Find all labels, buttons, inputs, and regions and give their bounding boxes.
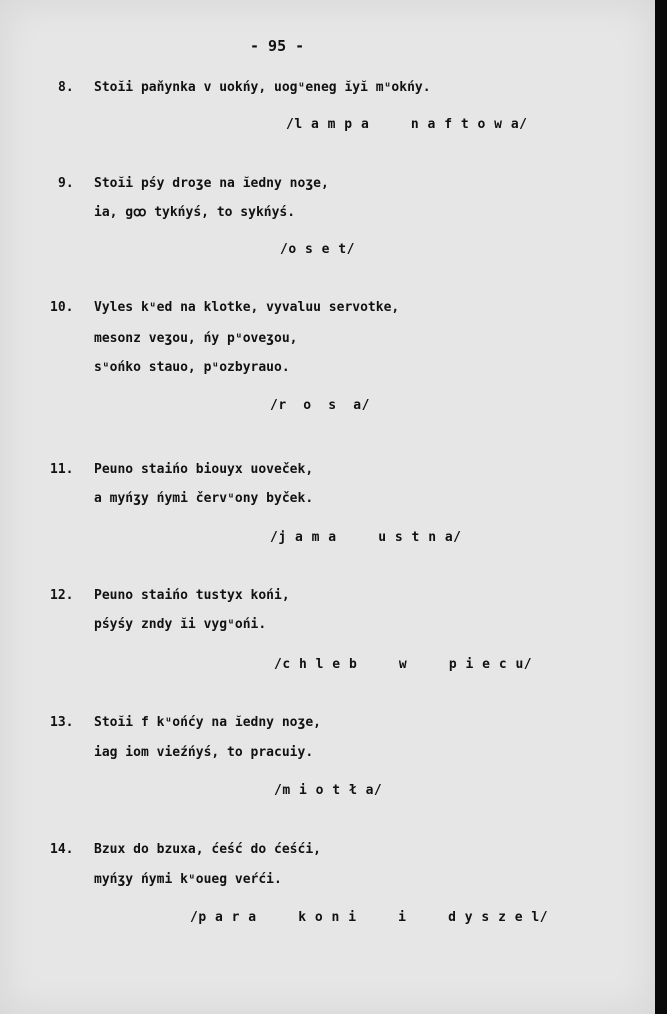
riddle-8-line-1: Stoĭi paňynka v uokńy, uogᵘeneg ĭyĭ mᵘokńy. bbox=[94, 80, 431, 95]
riddle-12-line-1: Peuno staińo tustyx końi, bbox=[94, 588, 290, 603]
riddle-11-line-2: a myńʒy ńymi červᵘony byček. bbox=[94, 491, 314, 506]
riddle-10-number: 10. bbox=[50, 300, 74, 315]
riddle-9-answer: /o s e t/ bbox=[280, 242, 355, 257]
riddle-14-answer: /p a r a k o n i i d y s z e l/ bbox=[190, 910, 549, 925]
riddle-14-number: 14. bbox=[50, 842, 74, 857]
riddle-8-number: 8. bbox=[58, 80, 74, 95]
riddle-11-number: 11. bbox=[50, 462, 74, 477]
riddle-14-line-2: myńʒy ńymi kᵘoueg veŕći. bbox=[94, 872, 282, 887]
riddle-13-line-2: iag iom vieźńyś, to pracuiy. bbox=[94, 745, 314, 760]
riddle-9-line-2: ia, gꝏ tykńyś, to sykńyś. bbox=[94, 205, 296, 220]
riddle-11-line-1: Peuno staińo biouyx uoveček, bbox=[94, 462, 314, 477]
riddle-12-answer: /c h l e b w p i e c u/ bbox=[274, 657, 533, 672]
riddle-8-answer: /l a m p a n a f t o w a/ bbox=[286, 117, 528, 132]
scan-edge bbox=[655, 0, 667, 1014]
riddle-10-line-2: mesonz veʒou, ńy pᵘoveʒou, bbox=[94, 331, 298, 346]
riddle-10-line-1: Vyles kᵘed na klotke, vyvaluu servotke, bbox=[94, 300, 400, 315]
riddle-14-line-1: Bzux do bzuxa, ćeść do ćeśći, bbox=[94, 842, 321, 857]
riddle-12-line-2: pśyśy zndy ĭi vygᵘońi. bbox=[94, 617, 267, 632]
riddle-11-answer: /j a m a u s t n a/ bbox=[270, 530, 462, 545]
page-number: - 95 - bbox=[250, 37, 305, 55]
riddle-9-number: 9. bbox=[58, 176, 74, 191]
riddle-12-number: 12. bbox=[50, 588, 74, 603]
riddle-10-answer: /r o s a/ bbox=[270, 398, 370, 413]
riddle-13-number: 13. bbox=[50, 715, 74, 730]
riddle-13-line-1: Stoĭi f kᵘońćy na ĭedny noʒe, bbox=[94, 715, 321, 730]
riddle-10-line-3: sᵘońko stauo, pᵘozbyrauo. bbox=[94, 360, 290, 375]
riddle-13-answer: /m i o t ł a/ bbox=[274, 783, 383, 798]
riddle-9-line-1: Stoĭi pśy droʒe na ĭedny noʒe, bbox=[94, 176, 329, 191]
